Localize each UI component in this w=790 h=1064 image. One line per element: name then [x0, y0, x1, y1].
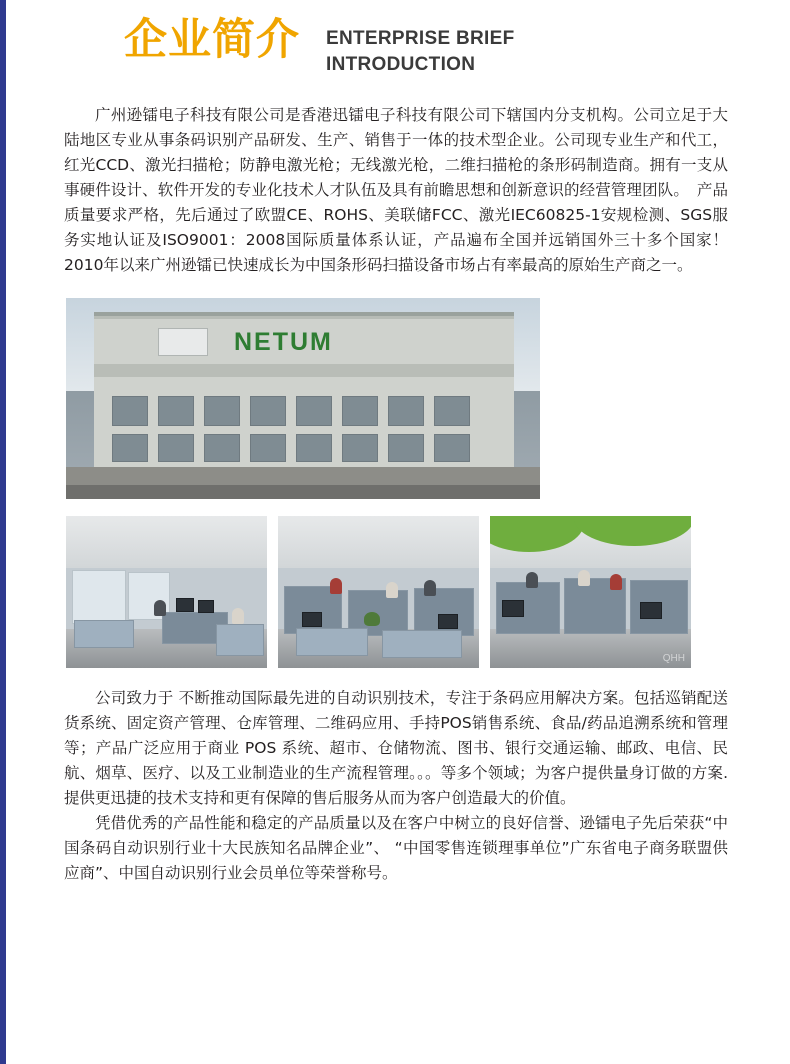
paragraph-honors: 凭借优秀的产品性能和稳定的产品质量以及在客户中树立的良好信誉、逊镭电子先后荣获“中国条码自动识别行业十大民族知名品牌企业”、 “中国零售连锁理事单位”广东省电子商务联盟供应商”、中国自动识别行业会员单位等荣誉称号。	[64, 814, 728, 883]
window	[434, 434, 470, 462]
window	[204, 396, 240, 426]
ceiling	[66, 516, 267, 568]
monitor	[302, 612, 322, 627]
office-workstations-photo-2	[278, 516, 479, 668]
person	[232, 608, 244, 624]
person	[526, 572, 538, 588]
page-title-cn: 企业简介	[124, 15, 300, 65]
person	[386, 582, 398, 598]
window	[342, 396, 378, 426]
office-interior-photo-1	[66, 516, 267, 668]
person	[154, 600, 166, 616]
window	[112, 434, 148, 462]
page-content	[6, 103, 790, 278]
desk	[296, 628, 368, 656]
person	[610, 574, 622, 590]
building-band	[94, 364, 514, 377]
person	[578, 570, 590, 586]
paragraph-solutions: 公司致力于 不断推动国际最先进的自动识别技术，专注于条码应用解决方案。包括巡销配送货系统、固定资产管理、仓库管理、二维码应用、手持POS销售系统、食品/药品追溯系统和管理等；产品广泛应用于商业 POS 系统、超市、仓储物流、图书、银行交通运输、邮政、电信、民航、烟草、医疗、以及工业制造业的生产流程管理。。。等多个领域；为客户提供量身订做的方案.提供更迅捷的技术支持和更有保障的售后服务从而为客户创造最大的价值。	[64, 689, 728, 808]
monitor	[198, 600, 214, 613]
window	[342, 434, 378, 462]
plant	[364, 612, 380, 626]
page-header	[6, 0, 790, 87]
window	[250, 434, 286, 462]
workstation	[216, 624, 264, 656]
office-scene-2	[278, 516, 479, 668]
netum-logo-label: NETUM	[234, 328, 333, 357]
netum-logo-text	[234, 328, 333, 357]
window	[112, 396, 148, 426]
building-sign-panel	[158, 328, 208, 356]
monitor	[438, 614, 458, 629]
ceiling	[278, 516, 479, 568]
window	[204, 434, 240, 462]
office-scene-3	[490, 516, 691, 668]
office-photo-row	[66, 516, 790, 668]
window	[158, 396, 194, 426]
page-title-en-line2: INTRODUCTION	[326, 53, 476, 75]
office-team-photo-3	[490, 516, 691, 668]
monitor	[640, 602, 662, 619]
window	[434, 396, 470, 426]
person	[330, 578, 342, 594]
window-strip	[72, 570, 126, 624]
window	[250, 396, 286, 426]
window	[296, 396, 332, 426]
page-title-en-line1: ENTERPRISE BRIEF	[326, 28, 515, 49]
factory-building-photo	[66, 298, 540, 499]
monitor	[502, 600, 524, 617]
window	[388, 434, 424, 462]
page-content-bottom	[6, 686, 790, 886]
desk	[382, 630, 462, 658]
person	[424, 580, 436, 596]
workstation	[74, 620, 134, 648]
page-title-en	[326, 26, 515, 77]
monitor	[176, 598, 194, 612]
window	[158, 434, 194, 462]
window	[388, 396, 424, 426]
floor	[490, 629, 691, 669]
photo-watermark: QHH	[662, 653, 685, 665]
window	[296, 434, 332, 462]
paragraph-company-overview: 广州逊镭电子科技有限公司是香港迅镭电子科技有限公司下辖国内分支机构。公司立足于大陆地区专业从事条码识别产品研发、生产、销售于一体的技术型企业。公司现专业生产和代工，红光CCD、激光扫描枪；防静电激光枪；无线激光枪，二维扫描枪的条形码制造商。拥有一支从事硬件设计、软件开发的专业化技术人才队伍及具有前瞻思想和创新意识的经营管理团队。 产品质量要求严格，先后通过了欧盟CE、ROHS、美联储FCC、激光IEC60825-1安规检测、SGS服务实地认证及ISO9001：2008国际质量体系认证，产品遍布全国并远销国外三十多个国家！2010年以来广州逊镭已快速成长为中国条形码扫描设备市场占有率最高的原始生产商之一。	[64, 106, 728, 275]
office-scene-1	[66, 516, 267, 668]
road-area	[66, 485, 540, 499]
